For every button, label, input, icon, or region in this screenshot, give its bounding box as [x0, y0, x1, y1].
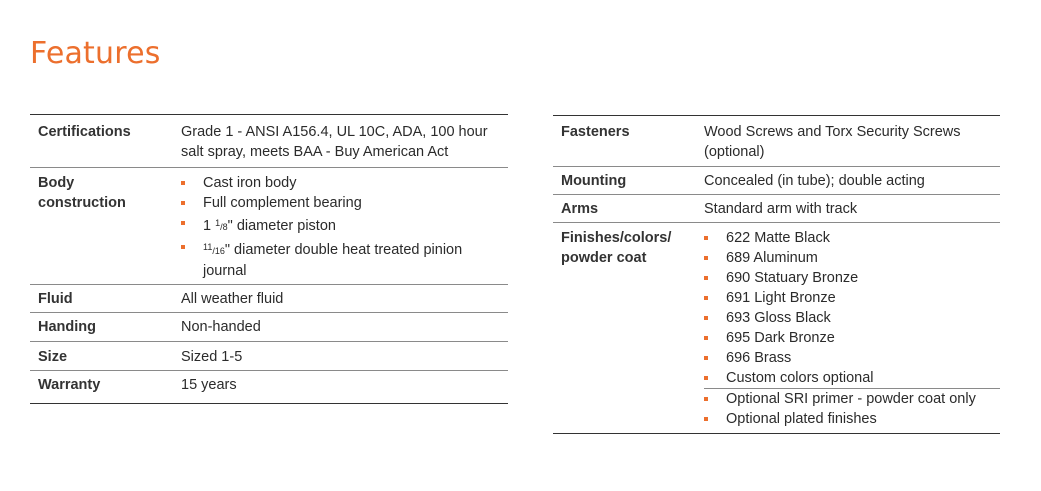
- row-fluid: [30, 285, 508, 313]
- row-certifications: [30, 115, 508, 168]
- fluid-value: All weather fluid: [181, 291, 284, 307]
- list-item: 696 Brass: [704, 348, 1000, 368]
- fasteners-value: Wood Screws and Torx Security Screws (optional): [704, 124, 961, 160]
- bullet-icon: [704, 236, 708, 240]
- bullet-icon: [704, 397, 708, 401]
- row-handing: [30, 313, 508, 342]
- finishes-label-line2: powder coat: [561, 250, 647, 266]
- piston-denominator: 8: [222, 222, 228, 232]
- list-item: $^{11}$/16" diameter double heat treated pinion journal: [181, 237, 508, 281]
- finishes-list: [704, 228, 1000, 388]
- body-construction-list: [181, 173, 508, 281]
- list-item: Optional SRI primer - powder coat only: [704, 389, 1000, 409]
- row-mounting: [553, 167, 1000, 195]
- bullet-icon: [704, 256, 708, 260]
- pinion-rest: " diameter double heat treated pinion journal: [203, 242, 463, 279]
- fluid-label: Fluid: [38, 291, 73, 307]
- mounting-value: Concealed (in tube); double acting: [704, 173, 925, 189]
- row-finishes: [553, 223, 1000, 434]
- bullet-icon: [704, 356, 708, 360]
- arms-label: Arms: [561, 201, 599, 217]
- finishes-label: [553, 223, 704, 434]
- list-item: 695 Dark Bronze: [704, 328, 1000, 348]
- pinion-numerator: 11: [203, 242, 213, 252]
- finishes-value: [704, 223, 1000, 434]
- body-construction-label: [30, 168, 181, 285]
- list-item: 1 $^1$/8" diameter piston: [181, 213, 508, 237]
- fasteners-label: Fasteners: [561, 124, 630, 140]
- pinion-denominator: 16: [214, 246, 225, 256]
- body-construction-value: [181, 168, 508, 285]
- handing-value: Non-handed: [181, 319, 261, 335]
- bullet-icon: [181, 181, 185, 185]
- bullet-icon: [704, 316, 708, 320]
- list-item: 690 Statuary Bronze: [704, 268, 1000, 288]
- warranty-value: 15 years: [181, 377, 237, 393]
- row-size: [30, 342, 508, 371]
- bullet-icon: [704, 376, 708, 380]
- list-item: Custom colors optional: [704, 368, 1000, 388]
- bullet-icon: [704, 417, 708, 421]
- size-value: Sized 1-5: [181, 349, 243, 365]
- bullet-icon: [181, 221, 185, 225]
- list-item: 693 Gloss Black: [704, 308, 1000, 328]
- row-arms: [553, 195, 1000, 223]
- list-item: Full complement bearing: [181, 193, 508, 213]
- list-item: 622 Matte Black: [704, 228, 1000, 248]
- body-label-line2: construction: [38, 195, 126, 211]
- row-body-construction: [30, 168, 508, 285]
- features-table-left: [30, 114, 508, 404]
- piston-whole: 1: [203, 218, 212, 234]
- bullet-icon: [704, 296, 708, 300]
- row-warranty: [30, 371, 508, 404]
- bullet-icon: [704, 336, 708, 340]
- body-label-line1: Body: [38, 175, 75, 191]
- finishes-label-line1: Finishes/colors/: [561, 230, 672, 246]
- bullet-icon: [704, 276, 708, 280]
- bullet-icon: [181, 201, 185, 205]
- list-item: Optional plated finishes: [704, 409, 1000, 429]
- bullet-icon: [181, 245, 185, 249]
- finishes-extra-list: [704, 388, 1000, 429]
- features-table-right: [553, 115, 1000, 434]
- mounting-label: Mounting: [561, 173, 627, 189]
- row-fasteners: [553, 116, 1000, 167]
- list-item: 689 Aluminum: [704, 248, 1000, 268]
- certifications-value: Grade 1 - ANSI A156.4, UL 10C, ADA, 100 hour salt spray, meets BAA - Buy American Act: [181, 124, 488, 160]
- page-title: Features: [30, 36, 161, 71]
- list-item: Cast iron body: [181, 173, 508, 193]
- certifications-label: Certifications: [38, 124, 131, 140]
- size-label: Size: [38, 349, 68, 365]
- arms-value: Standard arm with track: [704, 201, 858, 217]
- piston-rest: " diameter piston: [227, 218, 336, 234]
- warranty-label: Warranty: [38, 377, 101, 393]
- list-item: 691 Light Bronze: [704, 288, 1000, 308]
- handing-label: Handing: [38, 319, 96, 335]
- piston-numerator: 1: [215, 218, 221, 228]
